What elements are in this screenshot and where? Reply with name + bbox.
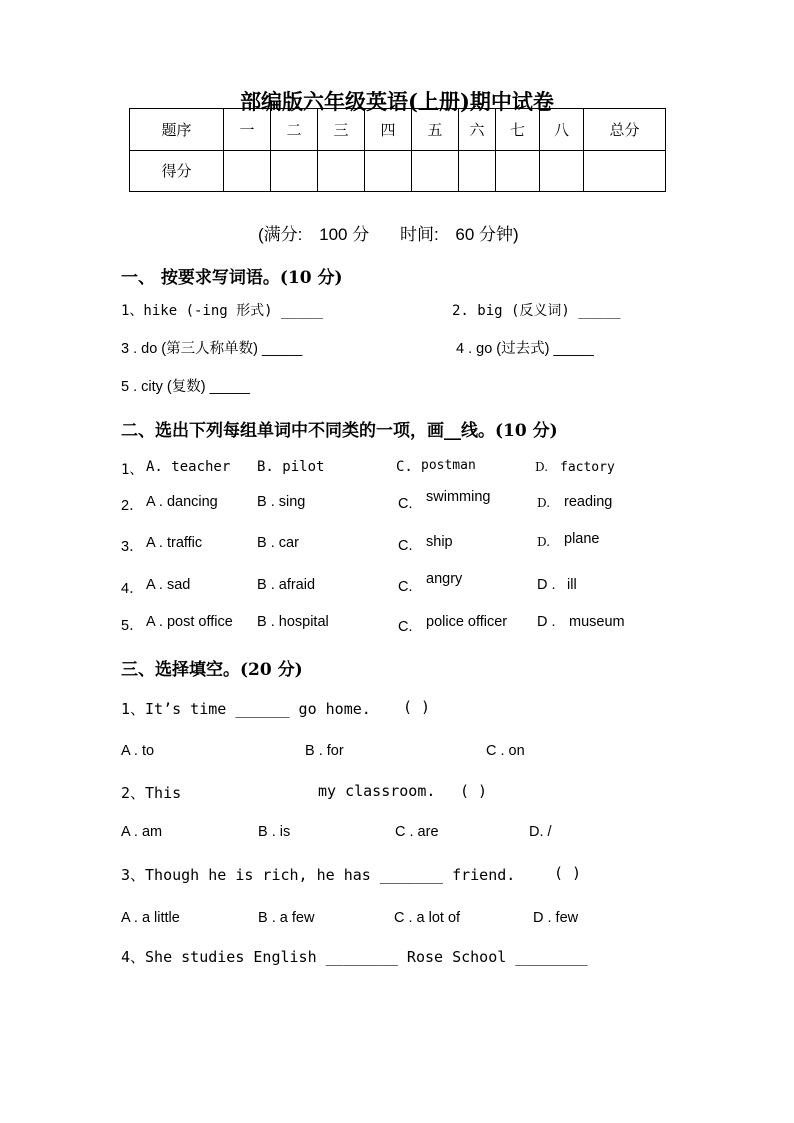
s2-row3-b: B . car bbox=[257, 535, 299, 551]
q1-option-b: B . for bbox=[305, 743, 344, 759]
s2-row5-d-label: D . bbox=[537, 614, 556, 630]
score-cell[interactable] bbox=[412, 150, 459, 192]
total-label: 总分 bbox=[584, 109, 666, 151]
q1-answer-paren[interactable]: ( ) bbox=[403, 698, 431, 716]
score-cell[interactable] bbox=[224, 150, 271, 192]
s2-row2-a: A . dancing bbox=[146, 494, 218, 510]
score-cell[interactable] bbox=[271, 150, 318, 192]
score-table-score-row bbox=[130, 150, 666, 192]
column-6: 六 bbox=[459, 109, 496, 151]
section3-heading: 三、选择填空。(20 分) bbox=[121, 660, 303, 680]
s2-row1-num: 1、 bbox=[121, 462, 144, 478]
s2-row2-num: 2． bbox=[121, 498, 144, 514]
s2-row2-b: B . sing bbox=[257, 494, 306, 510]
score-cell[interactable] bbox=[318, 150, 365, 192]
s2-row5-a: A . post office bbox=[146, 614, 233, 630]
column-4: 四 bbox=[365, 109, 412, 151]
s2-row5-c: police officer bbox=[426, 614, 508, 630]
s2-row4-d: ill bbox=[567, 577, 577, 593]
score-cell[interactable] bbox=[365, 150, 412, 192]
s2-row5-num: 5． bbox=[121, 618, 144, 634]
exam-info bbox=[258, 220, 525, 245]
s2-row4-b: B . afraid bbox=[257, 577, 316, 593]
s2-row3-num: 3． bbox=[121, 539, 144, 555]
column-3: 三 bbox=[318, 109, 365, 151]
s2-row4-num: 4． bbox=[121, 581, 144, 597]
s1-item-1: 1、hike (-ing 形式) _____ bbox=[121, 303, 324, 319]
q2-stem-right: my classroom. bbox=[318, 782, 436, 800]
time-value: 60 分钟) bbox=[455, 225, 519, 244]
s1-item-5: 5 . city (复数) _____ bbox=[121, 379, 250, 395]
q3-answer-paren[interactable]: ( ) bbox=[554, 864, 582, 882]
s2-row4-d-label: D . bbox=[537, 577, 556, 593]
s2-row2-d-label: D. bbox=[537, 496, 551, 510]
column-2: 二 bbox=[271, 109, 318, 151]
s2-row4-a: A . sad bbox=[146, 577, 191, 593]
s2-row1-b: B. pilot bbox=[257, 459, 325, 475]
q4-stem: 4、She studies English ________ Rose School ________ bbox=[121, 948, 588, 966]
column-5: 五 bbox=[412, 109, 459, 151]
s2-row3-a: A . traffic bbox=[146, 535, 203, 551]
s2-row2-c-label: C. bbox=[398, 496, 413, 512]
s2-row3-c-label: C. bbox=[398, 538, 413, 554]
q3-option-d: D . few bbox=[533, 910, 579, 926]
s2-row2-d: reading bbox=[564, 494, 613, 510]
s2-row1-c-label: C. bbox=[396, 459, 413, 475]
row-label: 得分 bbox=[130, 150, 224, 192]
score-table bbox=[129, 108, 666, 192]
time-label: 时间: bbox=[399, 225, 439, 244]
full-score-label: (满分: bbox=[258, 225, 303, 244]
s2-row4-c: angry bbox=[426, 571, 463, 587]
score-cell[interactable] bbox=[459, 150, 496, 192]
s2-row3-d: plane bbox=[564, 531, 600, 547]
q3-option-c: C . a lot of bbox=[394, 910, 461, 926]
q1-option-a: A . to bbox=[121, 743, 155, 759]
s1-item-2: 2. big (反义词) _____ bbox=[452, 303, 621, 319]
page-title: 部编版六年级英语(上册)期中试卷 bbox=[240, 89, 554, 114]
s2-row5-d: museum bbox=[569, 614, 625, 630]
column-7: 七 bbox=[496, 109, 540, 151]
s1-item-4: 4 . go (过去式) _____ bbox=[456, 341, 594, 357]
q2-answer-paren[interactable]: ( ) bbox=[460, 782, 488, 800]
q3-option-b: B . a few bbox=[258, 910, 315, 926]
score-cell[interactable] bbox=[540, 150, 584, 192]
column-1: 一 bbox=[224, 109, 271, 151]
s1-item-3: 3 . do (第三人称单数) _____ bbox=[121, 341, 303, 357]
full-score-value: 100 分 bbox=[319, 225, 370, 244]
section2-heading: 二、选出下列每组单词中不同类的一项，画__线。(10 分) bbox=[121, 421, 558, 441]
column-8: 八 bbox=[540, 109, 584, 151]
q2-stem-left: 2、This bbox=[121, 784, 182, 802]
s2-row1-a: A. teacher bbox=[146, 459, 231, 475]
q1-option-c: C . on bbox=[486, 743, 525, 759]
q2-option-b: B . is bbox=[258, 824, 291, 840]
score-cell[interactable] bbox=[584, 150, 666, 192]
q1-stem: 1、It’s time ______ go home. bbox=[121, 700, 371, 718]
q2-option-a: A . am bbox=[121, 824, 163, 840]
s2-row4-c-label: C. bbox=[398, 579, 413, 595]
q3-option-a: A . a little bbox=[121, 910, 180, 926]
score-cell[interactable] bbox=[496, 150, 540, 192]
s2-row3-c: ship bbox=[426, 534, 453, 550]
score-table-header-row bbox=[130, 109, 666, 151]
header-label: 题序 bbox=[130, 109, 224, 151]
q2-option-d: D. / bbox=[529, 824, 552, 840]
s2-row5-c-label: C. bbox=[398, 619, 413, 635]
q3-stem: 3、Though he is rich, he has _______ friend. bbox=[121, 866, 516, 884]
q2-option-c: C . are bbox=[395, 824, 439, 840]
section1-heading: 一、 按要求写词语。(10 分) bbox=[121, 268, 343, 288]
s2-row1-c: postman bbox=[421, 458, 476, 473]
s2-row5-b: B . hospital bbox=[257, 614, 329, 630]
s2-row2-c: swimming bbox=[426, 489, 491, 505]
s2-row1-d-label: D. bbox=[535, 460, 549, 474]
s2-row1-d: factory bbox=[560, 460, 615, 475]
s2-row3-d-label: D. bbox=[537, 535, 551, 549]
